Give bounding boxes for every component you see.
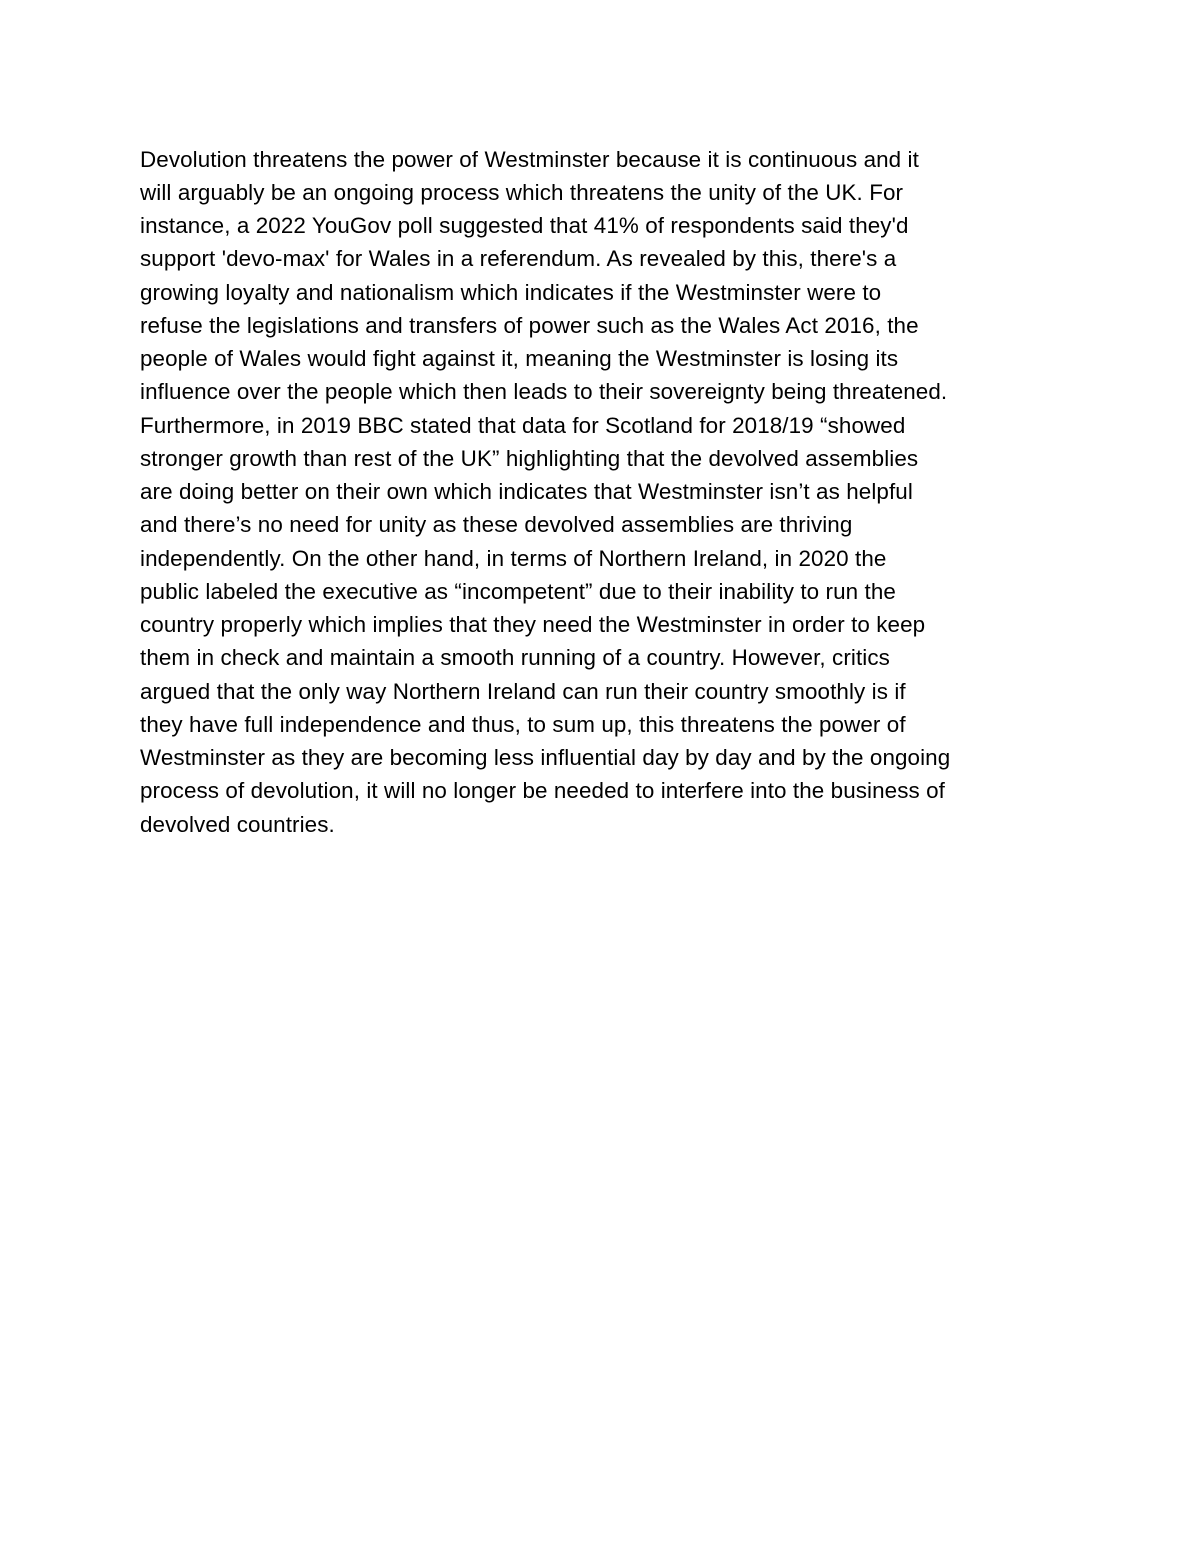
essay-line: are doing better on their own which indicates that Westminster isn’t as helpful	[140, 479, 913, 504]
essay-line: they have full independence and thus, to sum up, this threatens the power of	[140, 712, 906, 737]
essay-line: refuse the legislations and transfers of power such as the Wales Act 2016, the	[140, 313, 919, 338]
essay-line: argued that the only way Northern Ireland can run their country smoothly is if	[140, 679, 906, 704]
essay-line: Westminster as they are becoming less influential day by day and by the ongoing	[140, 745, 951, 770]
essay-line: instance, a 2022 YouGov poll suggested that 41% of respondents said they'd	[140, 213, 909, 238]
essay-line: process of devolution, it will no longer be needed to interfere into the business of	[140, 778, 946, 803]
essay-line: stronger growth than rest of the UK” highlighting that the devolved assemblies	[140, 446, 919, 471]
essay-line: independently. On the other hand, in terms of Northern Ireland, in 2020 the	[140, 546, 887, 571]
essay-line: and there’s no need for unity as these devolved assemblies are thriving	[140, 512, 853, 537]
essay-line: influence over the people which then leads to their sovereignty being threatened.	[140, 379, 948, 404]
essay-line: country properly which implies that they need the Westminster in order to keep	[140, 612, 926, 637]
essay-line: them in check and maintain a smooth running of a country. However, critics	[140, 645, 890, 670]
essay-line: growing loyalty and nationalism which indicates if the Westminster were to	[140, 280, 882, 305]
essay-line: public labeled the executive as “incompetent” due to their inability to run the	[140, 579, 896, 604]
essay-line: will arguably be an ongoing process which threatens the unity of the UK. For	[140, 180, 904, 205]
essay-line: support 'devo-max' for Wales in a referendum. As revealed by this, there's a	[140, 246, 897, 271]
essay-line: people of Wales would fight against it, meaning the Westminster is losing its	[140, 346, 899, 371]
essay-line: Devolution threatens the power of Westminster because it is continuous and it	[140, 147, 919, 172]
essay-line: Furthermore, in 2019 BBC stated that data for Scotland for 2018/19 “showed	[140, 413, 906, 438]
essay-line: devolved countries.	[140, 812, 335, 837]
